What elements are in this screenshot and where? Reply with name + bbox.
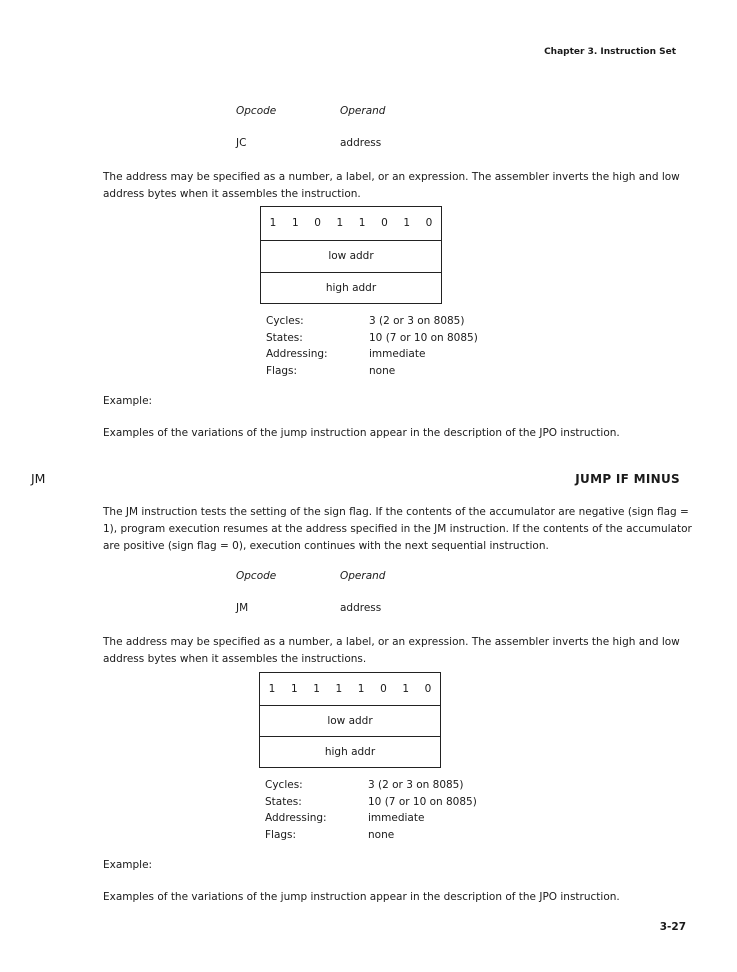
jm-high-addr: high addr (324, 745, 376, 758)
jc-opcode-label: Opcode (236, 105, 277, 117)
jm-intro: The JM instruction tests the setting of the sign flag. If the contents of the accumulator are negative (sign flag = 1), program execution resumes at the address specified in the JM instruction. If the contents of the accumulator are positive (sign flag = 0), execution continues with the next sequential instruction. (103, 506, 692, 552)
jm-encoding-box (259, 672, 441, 768)
jc-high-addr: high addr (325, 281, 377, 294)
bit: 0 (424, 682, 432, 695)
stat-value: 10 (7 or 10 on 8085) (368, 795, 477, 808)
jc-encoding-box (260, 206, 442, 304)
chapter-header: Chapter 3. Instruction Set (544, 47, 676, 57)
jm-operand: address (340, 602, 382, 614)
jm-opcode-label: Opcode (236, 570, 277, 582)
bit: 1 (335, 682, 343, 695)
jm-description: The address may be specified as a number, a label, or an expression. The assembler inverts the high and low address bytes when it assembles the instructions. (103, 636, 680, 665)
page-number: 3-27 (659, 921, 686, 933)
jc-description: The address may be specified as a number, a label, or an expression. The assembler inverts the high and low address bytes when it assembles the instruction. (103, 171, 680, 200)
stat-value: 3 (2 or 3 on 8085) (369, 315, 465, 327)
bit: 1 (357, 682, 365, 695)
bit: 1 (313, 682, 320, 695)
bit: 1 (291, 217, 299, 230)
bit: 0 (425, 217, 433, 230)
stat-value: 3 (2 or 3 on 8085) (368, 779, 464, 791)
jm-title: JUMP IF MINUS (575, 472, 680, 486)
jm-low-addr-row (260, 706, 440, 737)
jc-low-addr: low addr (328, 250, 374, 263)
bit: 1 (268, 682, 276, 695)
stat-label: States: (265, 795, 302, 808)
stat-label: Flags: (266, 364, 298, 377)
jm-low-addr: low addr (327, 714, 373, 727)
bit: 1 (269, 217, 277, 230)
bit: 0 (314, 217, 321, 230)
stat-label: Addressing: (266, 348, 328, 360)
stat-value: none (369, 364, 396, 377)
stat-value: immediate (369, 348, 426, 360)
jc-example-label: Example: (103, 395, 153, 407)
jm-example-text: Examples of the variations of the jump instruction appear in the description of the JPO instruction. (103, 891, 620, 903)
jc-opcode: JC (236, 137, 247, 149)
jm-opcode: JM (236, 602, 249, 614)
stat-label: Flags: (265, 828, 297, 841)
jm-stats (265, 777, 505, 843)
jc-example-text: Examples of the variations of the jump instruction appear in the description of the JPO instruction. (103, 427, 620, 439)
bit: 0 (380, 682, 387, 695)
jm-operand-label: Operand (340, 570, 386, 582)
jm-high-addr-row (260, 737, 440, 767)
bit: 1 (358, 217, 366, 230)
stat-label: Cycles: (265, 779, 303, 791)
stat-label: Addressing: (265, 812, 327, 824)
stat-label: Cycles: (266, 315, 304, 327)
jc-operand: address (340, 137, 382, 149)
jc-stats (266, 313, 506, 379)
stat-label: States: (266, 331, 303, 344)
jm-example-label: Example: (103, 859, 153, 871)
jc-operand-label: Operand (340, 105, 386, 117)
jc-low-addr-row (261, 241, 441, 273)
stat-value: none (368, 828, 395, 841)
stat-value: immediate (368, 812, 425, 824)
bit: 0 (381, 217, 388, 230)
jm-opcode-bits-row (260, 673, 440, 706)
jc-high-addr-row (261, 273, 441, 303)
bit: 1 (402, 682, 410, 695)
bit: 1 (403, 217, 411, 230)
bit: 1 (336, 217, 344, 230)
jm-mnemonic: JM (31, 471, 46, 486)
jc-opcode-bits-row (261, 207, 441, 241)
stat-value: 10 (7 or 10 on 8085) (369, 331, 478, 344)
bit: 1 (290, 682, 298, 695)
